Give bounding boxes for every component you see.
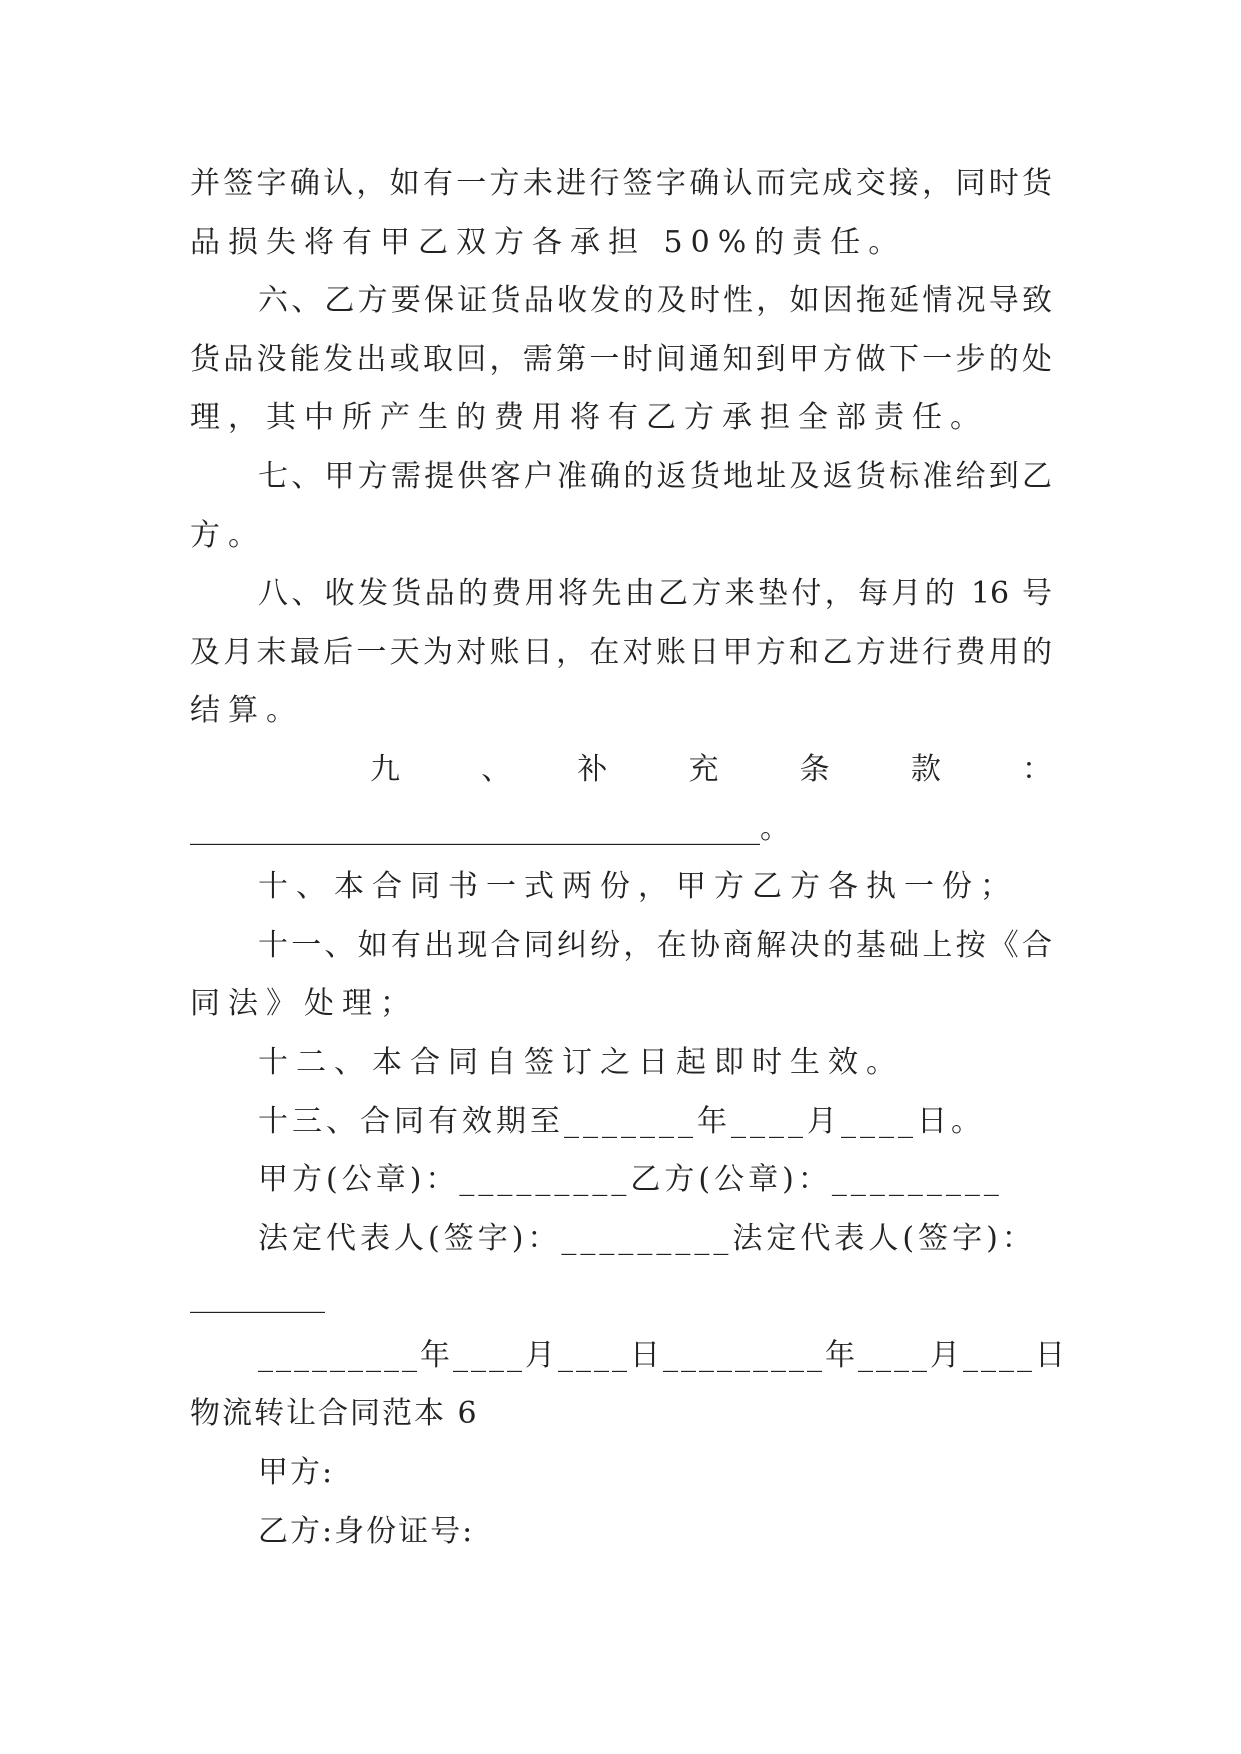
date-line: _________年____月____日_________年____月____日	[258, 1337, 1068, 1373]
clause-9-blank: ______________________________________。	[190, 810, 790, 846]
party-seal-line: 甲方(公章)：_________乙方(公章)：_________	[258, 1162, 1003, 1198]
party-b-line: 乙方:身份证号:	[258, 1513, 475, 1549]
section-title: 物流转让合同范本 6	[190, 1396, 479, 1432]
clause-8-line: 及月末最后一天为对账日，在对账日甲方和乙方进行费用的	[190, 634, 1052, 670]
clause-6-line: 六、乙方要保证货品收发的及时性，如因拖延情况导致	[258, 283, 1052, 319]
clause-8-line: 八、收发货品的费用将先由乙方来垫付，每月的 16 号	[258, 576, 1052, 612]
clause-10-line: 十、本合同书一式两份，甲方乙方各执一份；	[258, 869, 1018, 905]
clause-12-line: 十二、本合同自签订之日起即时生效。	[258, 1044, 904, 1080]
party-a-line: 甲方:	[258, 1455, 335, 1491]
legal-rep-blank: _________	[190, 1279, 325, 1315]
clause-9-line: 九 、 补 充 条 款 ：	[370, 751, 1052, 787]
clause-7-line: 方。	[190, 517, 266, 553]
clause-5-line: 品损失将有甲乙双方各承担 50%的责任。	[190, 224, 907, 260]
clause-11-line: 同法》处理；	[190, 986, 418, 1022]
clause-6-line: 货品没能发出或取回，需第一时间通知到甲方做下一步的处	[190, 341, 1052, 377]
clause-7-line: 七、甲方需提供客户准确的返货地址及返货标准给到乙	[258, 458, 1052, 494]
legal-rep-line: 法定代表人(签字)：_________法定代表人(签字)：	[258, 1220, 1036, 1256]
clause-13-line: 十三、合同有效期至_______年____月____日。	[258, 1103, 985, 1139]
document-page	[190, 155, 1068, 1561]
clause-11-line: 十一、如有出现合同纠纷，在协商解决的基础上按《合	[258, 927, 1052, 963]
clause-6-line: 理，其中所产生的费用将有乙方承担全部责任。	[190, 400, 988, 436]
clause-5-line: 并签字确认，如有一方未进行签字确认而完成交接，同时货	[190, 166, 1052, 201]
clause-8-line: 结算。	[190, 693, 304, 729]
